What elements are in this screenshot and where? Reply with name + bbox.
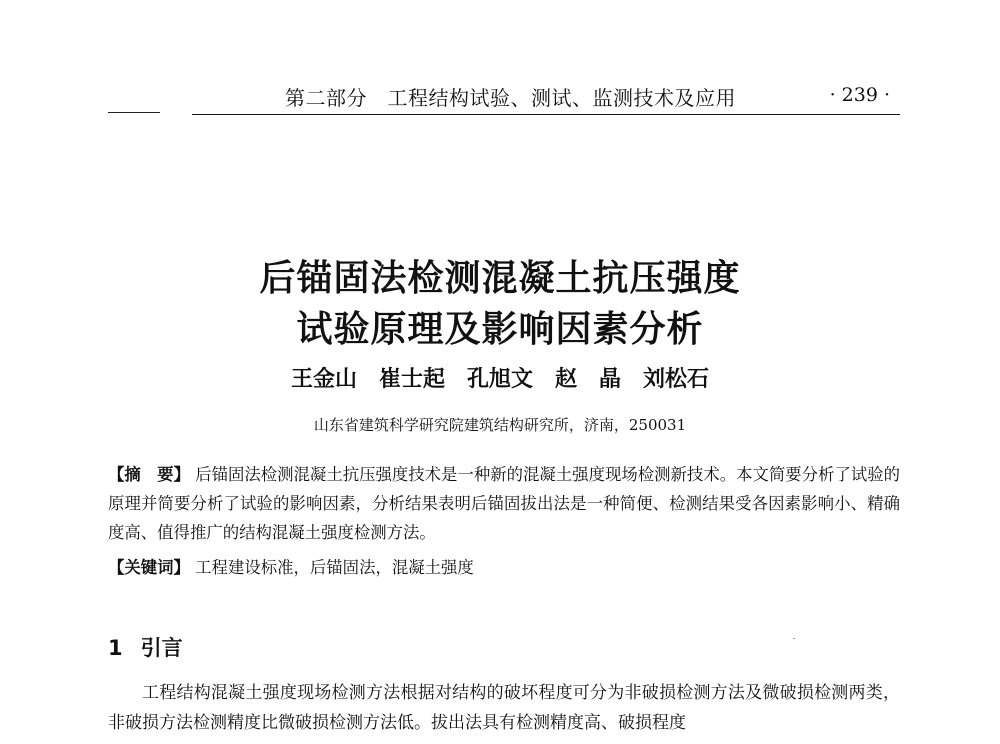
scan-artifact bbox=[793, 638, 795, 639]
section-title: 引言 bbox=[140, 636, 183, 660]
header-rule-left bbox=[108, 112, 160, 113]
affiliation: 山东省建筑科学研究院建筑结构研究所，济南，250031 bbox=[313, 416, 687, 434]
abstract-label: 【摘 要】 bbox=[108, 465, 190, 484]
paper-title-line-2: 试验原理及影响因素分析 bbox=[296, 308, 704, 350]
running-header: 第二部分 工程结构试验、测试、监测技术及应用 bbox=[285, 86, 736, 110]
author-list: 王金山 崔士起 孔旭文 赵 晶 刘松石 bbox=[290, 366, 709, 392]
section-heading bbox=[108, 632, 183, 662]
keywords bbox=[108, 553, 474, 582]
body-paragraph: 工程结构混凝土强度现场检测方法根据对结构的破坏程度可分为非破损检测方法及微破损检测两类，非破损方法检测精度比微破损检测方法低。拔出法具有检测精度高、破损程度 bbox=[108, 683, 900, 733]
keywords-label: 【关键词】 bbox=[108, 558, 190, 577]
page-number: · 239 · bbox=[829, 84, 890, 106]
paper-title-line-1: 后锚固法检测混凝土抗压强度 bbox=[259, 257, 741, 299]
keywords-text: 工程建设标准，后锚固法，混凝土强度 bbox=[195, 558, 474, 577]
abstract-text: 后锚固法检测混凝土抗压强度技术是一种新的混凝土强度现场检测新技术。本文简要分析了试验的原理并简要分析了试验的影响因素，分析结果表明后锚固拔出法是一种简便、检测结果受各因素影响小、精确度高、值得推广的结构混凝土强度检测方法。 bbox=[108, 465, 901, 542]
abstract bbox=[108, 460, 900, 547]
section-number: 1 bbox=[108, 636, 123, 660]
header-rule bbox=[192, 114, 900, 115]
